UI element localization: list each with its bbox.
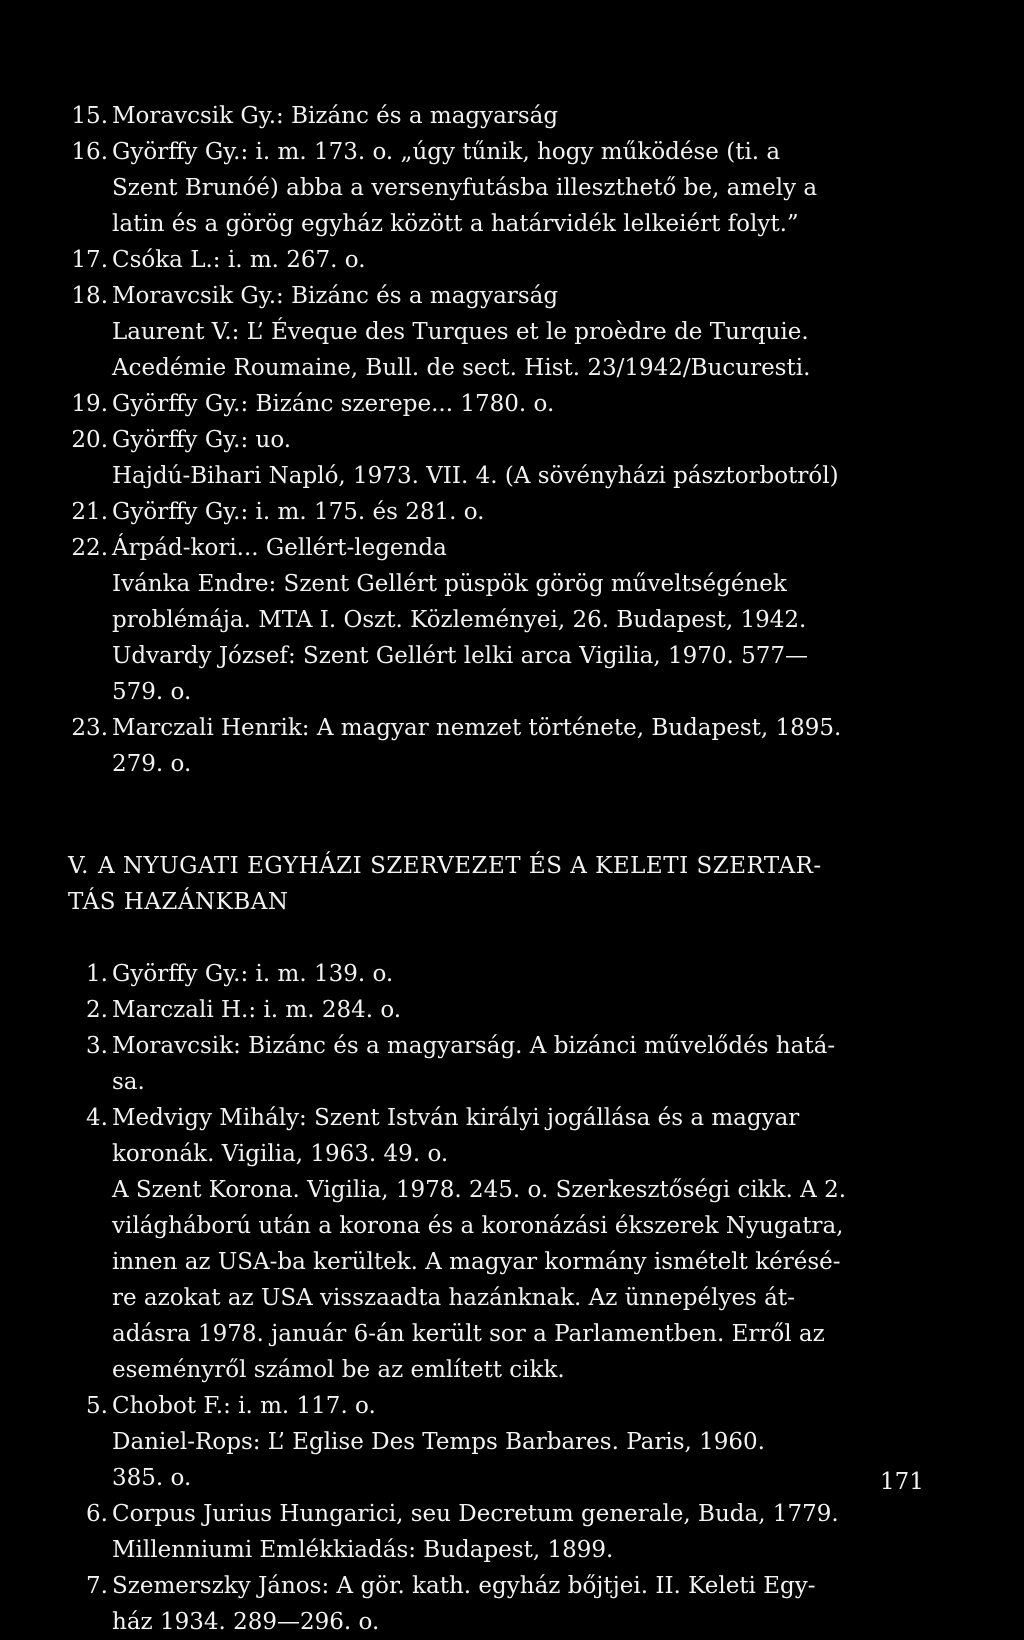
notes-list-section-v	[68, 956, 948, 1640]
note-3	[68, 1028, 948, 1064]
note-number: 3.	[86, 1033, 108, 1059]
note-5-cont	[68, 1460, 948, 1496]
note-text: Szent Brunóé) abba a versenyfutásba illeszthető be, amely a	[112, 175, 818, 201]
note-number: 16.	[71, 139, 108, 165]
note-text: Daniel-Rops: L’ Eglise Des Temps Barbares. Paris, 1960.	[112, 1429, 765, 1455]
note-1	[68, 956, 948, 992]
note-text: Udvardy József: Szent Gellért lelki arca Vigilia, 1970. 577—	[112, 643, 808, 669]
note-text: Györffy Gy.: Bizánc szerepe... 1780. o.	[112, 391, 555, 417]
note-text: 279. o.	[112, 751, 192, 777]
note-number: 2.	[86, 997, 108, 1023]
note-text: latin és a görög egyház között a határvidék lelkeiért folyt.”	[112, 211, 799, 237]
section-title: A NYUGATI EGYHÁZI SZERVEZET ÉS A KELETI SZERTAR-	[98, 853, 822, 879]
note-22-cont	[68, 674, 948, 710]
note-number: 19.	[71, 391, 108, 417]
notes-list-section-iv	[68, 98, 948, 782]
note-2	[68, 992, 948, 1028]
section-number: V.	[68, 853, 89, 879]
note-text: 385. o.	[112, 1465, 192, 1491]
note-5	[68, 1388, 948, 1424]
note-number: 18.	[71, 283, 108, 309]
note-text: adásra 1978. január 6-án került sor a Parlamentben. Erről az	[112, 1321, 825, 1347]
note-4-cont	[68, 1208, 948, 1244]
note-text: Chobot F.: i. m. 117. o.	[112, 1393, 376, 1419]
note-18	[68, 278, 948, 314]
note-number: 21.	[71, 499, 108, 525]
page-body	[68, 98, 948, 1640]
section-spacer	[68, 782, 948, 848]
note-text: ház 1934. 289—296. o.	[112, 1609, 380, 1635]
note-number: 1.	[86, 961, 108, 987]
note-number: 17.	[71, 247, 108, 273]
note-22-cont	[68, 602, 948, 638]
note-18-cont	[68, 350, 948, 386]
note-text: Moravcsik Gy.: Bizánc és a magyarság	[112, 103, 559, 129]
note-text: Marczali Henrik: A magyar nemzet története, Budapest, 1895.	[112, 715, 842, 741]
note-number: 15.	[71, 103, 108, 129]
note-text: Györffy Gy.: i. m. 139. o.	[112, 961, 394, 987]
note-text: Szemerszky János: A gör. kath. egyház bőjtjei. II. Keleti Egy-	[112, 1573, 816, 1599]
note-number: 22.	[71, 535, 108, 561]
note-4-cont	[68, 1352, 948, 1388]
note-number: 20.	[71, 427, 108, 453]
section-heading-line	[68, 884, 948, 920]
note-text: problémája. MTA I. Oszt. Közleményei, 26. Budapest, 1942.	[112, 607, 807, 633]
note-text: Ivánka Endre: Szent Gellért püspök görög műveltségének	[112, 571, 787, 597]
note-22-cont	[68, 566, 948, 602]
note-text: koronák. Vigilia, 1963. 49. o.	[112, 1141, 449, 1167]
note-number: 4.	[86, 1105, 108, 1131]
note-text: Medvigy Mihály: Szent István királyi jogállása és a magyar	[112, 1105, 800, 1131]
note-text: eseményről számol be az említett cikk.	[112, 1357, 565, 1383]
note-4-cont	[68, 1172, 948, 1208]
section-v-heading	[68, 848, 948, 920]
note-text: Györffy Gy.: i. m. 175. és 281. o.	[112, 499, 485, 525]
note-15	[68, 98, 948, 134]
note-text: Hajdú-Bihari Napló, 1973. VII. 4. (A sövényházi pásztorbotról)	[112, 463, 839, 489]
note-4-cont	[68, 1244, 948, 1280]
note-18-cont	[68, 314, 948, 350]
note-text: Marczali H.: i. m. 284. o.	[112, 997, 402, 1023]
note-text: sa.	[112, 1069, 145, 1095]
note-number: 5.	[86, 1393, 108, 1419]
note-22-cont	[68, 638, 948, 674]
section-spacer	[68, 920, 948, 956]
note-16-cont	[68, 170, 948, 206]
page-number: 171	[880, 1469, 924, 1495]
note-4-cont	[68, 1316, 948, 1352]
note-text: Millenniumi Emlékkiadás: Budapest, 1899.	[112, 1537, 614, 1563]
note-text: Corpus Jurius Hungarici, seu Decretum generale, Buda, 1779.	[112, 1501, 839, 1527]
note-23-cont	[68, 746, 948, 782]
note-text: Györffy Gy.: i. m. 173. o. „úgy tűnik, hogy működése (ti. a	[112, 139, 781, 165]
note-number: 7.	[86, 1573, 108, 1599]
note-text: Csóka L.: i. m. 267. o.	[112, 247, 366, 273]
note-number: 23.	[71, 715, 108, 741]
note-5-cont	[68, 1424, 948, 1460]
note-text: A Szent Korona. Vigilia, 1978. 245. o. Szerkesztőségi cikk. A 2.	[112, 1177, 847, 1203]
note-4-cont	[68, 1280, 948, 1316]
note-text: re azokat az USA visszaadta hazánknak. Az ünnepélyes át-	[112, 1285, 795, 1311]
note-3-cont	[68, 1064, 948, 1100]
note-6-cont	[68, 1532, 948, 1568]
note-text: 579. o.	[112, 679, 192, 705]
note-20-cont	[68, 458, 948, 494]
note-text: innen az USA-ba kerültek. A magyar kormány ismételt kérésé-	[112, 1249, 841, 1275]
note-4-cont	[68, 1136, 948, 1172]
note-16	[68, 134, 948, 170]
note-7-cont	[68, 1604, 948, 1640]
note-6	[68, 1496, 948, 1532]
section-heading-line	[68, 848, 948, 884]
note-text: Moravcsik: Bizánc és a magyarság. A bizánci művelődés hatá-	[112, 1033, 836, 1059]
note-16-cont	[68, 206, 948, 242]
note-text: világháború után a korona és a koronázási ékszerek Nyugatra,	[112, 1213, 844, 1239]
note-text: Acedémie Roumaine, Bull. de sect. Hist. 23/1942/Bucuresti.	[112, 355, 811, 381]
note-text: Moravcsik Gy.: Bizánc és a magyarság	[112, 283, 559, 309]
note-text: Árpád-kori... Gellért-legenda	[112, 535, 447, 561]
note-4	[68, 1100, 948, 1136]
section-title: TÁS HAZÁNKBAN	[68, 889, 289, 915]
note-number: 6.	[86, 1501, 108, 1527]
note-text: Laurent V.: L’ Éveque des Turques et le proèdre de Turquie.	[112, 319, 809, 345]
note-text: Györffy Gy.: uo.	[112, 427, 292, 453]
note-20	[68, 422, 948, 458]
note-17	[68, 242, 948, 278]
note-19	[68, 386, 948, 422]
note-7	[68, 1568, 948, 1604]
note-21	[68, 494, 948, 530]
note-22	[68, 530, 948, 566]
note-23	[68, 710, 948, 746]
